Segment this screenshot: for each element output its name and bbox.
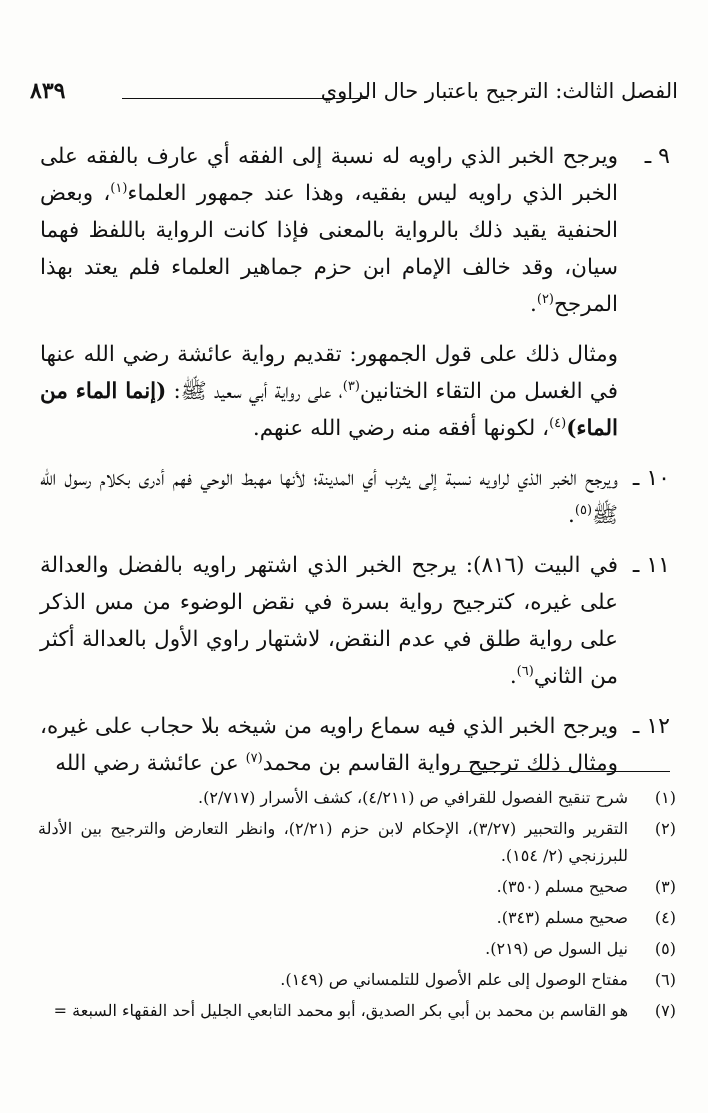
text-run: ، لكونها أفقه منه رضي الله عنهم. — [252, 416, 550, 441]
paragraph — [40, 547, 618, 695]
footnote-2 — [38, 815, 676, 869]
header-rule — [122, 98, 368, 99]
footnote-ref[interactable]: (٥) — [574, 502, 593, 518]
footnote-number: (٢) — [654, 819, 676, 838]
footnote-number: (٣) — [654, 877, 676, 896]
item-number: ١٠ ـ — [632, 466, 670, 491]
item-number: ١١ ـ — [632, 553, 670, 578]
footnote-ref[interactable]: (٢) — [536, 291, 554, 307]
footnote-number: (٥) — [654, 939, 676, 958]
text-run: . — [568, 503, 575, 528]
paragraph — [40, 138, 618, 323]
text-run: في البيت (٨١٦): يرجح الخبر الذي اشتهر راويه بالفضل والعدالة على غيره، كترجيح رواية بسرة في نقض الوضوء من مس الذكر على رواية طلق في عدم النقض، لاشتهار راوي الأول بالعدالة أكثر من الثاني — [40, 553, 618, 689]
footnote-number: (١) — [654, 788, 676, 807]
text-run: ويرجح الخبر الذي فيه سماع راويه من شيخه بلا حجاب على غيره، ومثال ذلك ترجيح رواية القاسم بن محمد — [40, 714, 618, 776]
footnote-text: التقرير والتحبير (٣/٢٧)، الإحكام لابن حزم (٢/٢١)، وانظر التعارض والترجيح بين الأدلة للبرزنجي (٢/ ١٥٤). — [38, 819, 629, 865]
text-run: ، وبعض الحنفية يقيد ذلك بالرواية بالمعنى فإذا كانت الرواية باللفظ فهما سيان، وقد خالف الإمام ابن حزم جماهير العلماء فلم يعتد بهذا المرجح — [40, 181, 618, 317]
footnote-6 — [38, 966, 676, 993]
paragraph — [40, 336, 618, 447]
paragraph — [40, 460, 618, 534]
footnote-number: (٦) — [654, 970, 676, 989]
footnote-text: نيل السول ص (٢١٩). — [485, 939, 628, 958]
footnote-5 — [38, 935, 676, 962]
list-item-9 — [40, 138, 670, 447]
footnote-ref[interactable]: (٦) — [516, 663, 534, 679]
footnote-ref[interactable]: (١) — [110, 180, 128, 196]
running-header — [30, 76, 678, 106]
list-item-10 — [40, 460, 670, 534]
footnote-text: صحيح مسلم (٣٤٣). — [496, 908, 628, 927]
footnote-separator — [458, 771, 670, 772]
footnote-ref[interactable]: (٤) — [549, 415, 567, 431]
chapter-title: الفصل الثالث: الترجيح باعتبار حال الراوي — [320, 79, 678, 103]
footnote-text: هو القاسم بن محمد بن أبي بكر الصديق، أبو محمد التابعي الجليل أحد الفقهاء السبعة = — [53, 1001, 628, 1020]
text-run: ويرجح الخبر الذي لراويه نسبة إلى يثرب أي المدينة؛ لأنها مهبط الوحي فهم أدرى بكلام رسول الله ﷺ — [40, 466, 618, 528]
footnote-number: (٧) — [654, 1001, 676, 1020]
text-run: ومثال ذلك على قول الجمهور: تقديم رواية عائشة رضي الله عنها في الغسل من التقاء الختانين — [40, 342, 618, 404]
text-run: ، على رواية أبي سعيد ﷺ: — [166, 379, 343, 404]
item-number: ١٢ ـ — [632, 714, 670, 739]
text-run: . — [530, 292, 537, 317]
footnote-ref[interactable]: (٧) — [245, 750, 263, 766]
page-number: ٨٣٩ — [30, 78, 66, 104]
item-number: ٩ ـ — [644, 144, 670, 169]
main-text — [40, 138, 670, 782]
footnote-4 — [38, 904, 676, 931]
footnote-1 — [38, 784, 676, 811]
footnote-ref[interactable]: (٣) — [342, 378, 360, 394]
footnote-7 — [38, 997, 676, 1024]
footnote-number: (٤) — [654, 908, 676, 927]
list-item-11 — [40, 547, 670, 695]
footnotes — [38, 784, 676, 1028]
footnote-text: مفتاح الوصول إلى علم الأصول للتلمساني ص (١٤٩). — [280, 970, 628, 989]
footnote-3 — [38, 873, 676, 900]
footnote-text: صحيح مسلم (٣٥٠). — [496, 877, 628, 896]
text-run: . — [509, 664, 517, 689]
text-run: ويرجح الخبر الذي راويه له نسبة إلى الفقه أي عارف بالفقه على الخبر الذي راويه ليس بفقيه، وهذا عند جمهور العلماء — [40, 144, 618, 206]
hadith-quote: (إنما الماء من الماء) — [40, 379, 618, 441]
footnote-text: شرح تنقيح الفصول للقرافي ص (٤/٢١١)، كشف الأسرار (٢/٧١٧). — [197, 788, 628, 807]
text-run: عن عائشة رضي الله — [55, 751, 246, 776]
